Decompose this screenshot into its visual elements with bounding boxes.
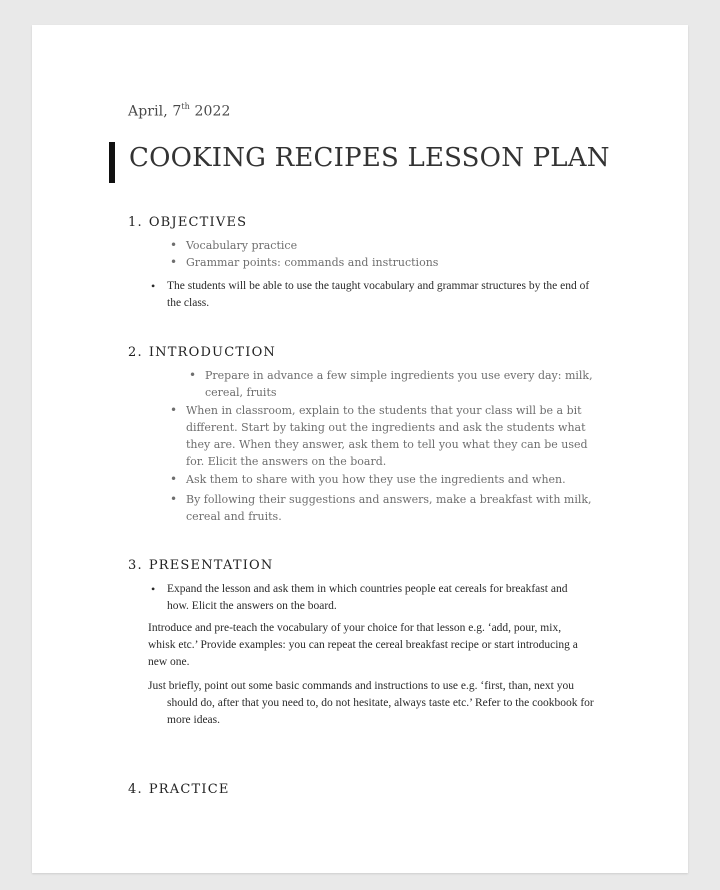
list-item: • When in classroom, explain to the students that your class will be a bit different. Start by taking out the ingredients and ask the students what they are. When they answer, ask them to tell you what they can be used for. Elicit the answers on the board. bbox=[170, 403, 588, 468]
document-date: April, 7th 2022 bbox=[128, 102, 231, 120]
presentation-paragraph: Just briefly, point out some basic commands and instructions to use e.g. ‘first, than, next you should do, after that you need to, do not hesitate, always taste etc.’ Refer to the cookbook for more ideas. bbox=[148, 680, 594, 726]
presentation-paragraph: Introduce and pre-teach the vocabulary of your choice for that lesson e.g. ‘add, pour, mix, whisk etc.’ Provide examples: you can repeat the cereal breakfast recipe or start introducing a new one. bbox=[148, 622, 578, 668]
list-item: • Ask them to share with you how they use the ingredients and when. bbox=[170, 472, 566, 486]
list-item: • Expand the lesson and ask them in which countries people eat cereals for breakfast and how. Elicit the answers on the board. bbox=[151, 582, 568, 612]
section-heading-objectives: 1. OBJECTIVES bbox=[128, 215, 248, 230]
title-accent-bar bbox=[109, 142, 115, 183]
document-title: COOKING RECIPES LESSON PLAN bbox=[129, 143, 610, 173]
section-heading-introduction: 2. INTRODUCTION bbox=[128, 345, 277, 360]
list-item: • The students will be able to use the taught vocabulary and grammar structures by the end of the class. bbox=[151, 279, 590, 309]
section-heading-practice: 4. PRACTICE bbox=[128, 782, 230, 797]
list-item: • Vocabulary practice bbox=[170, 238, 298, 252]
list-item: • Grammar points: commands and instructions bbox=[170, 255, 439, 269]
document-page bbox=[32, 25, 688, 873]
list-item: • Prepare in advance a few simple ingredients you use every day: milk, cereal, fruits bbox=[189, 368, 593, 399]
list-item: • By following their suggestions and answers, make a breakfast with milk, cereal and fruits. bbox=[170, 492, 592, 523]
section-heading-presentation: 3. PRESENTATION bbox=[128, 558, 274, 573]
